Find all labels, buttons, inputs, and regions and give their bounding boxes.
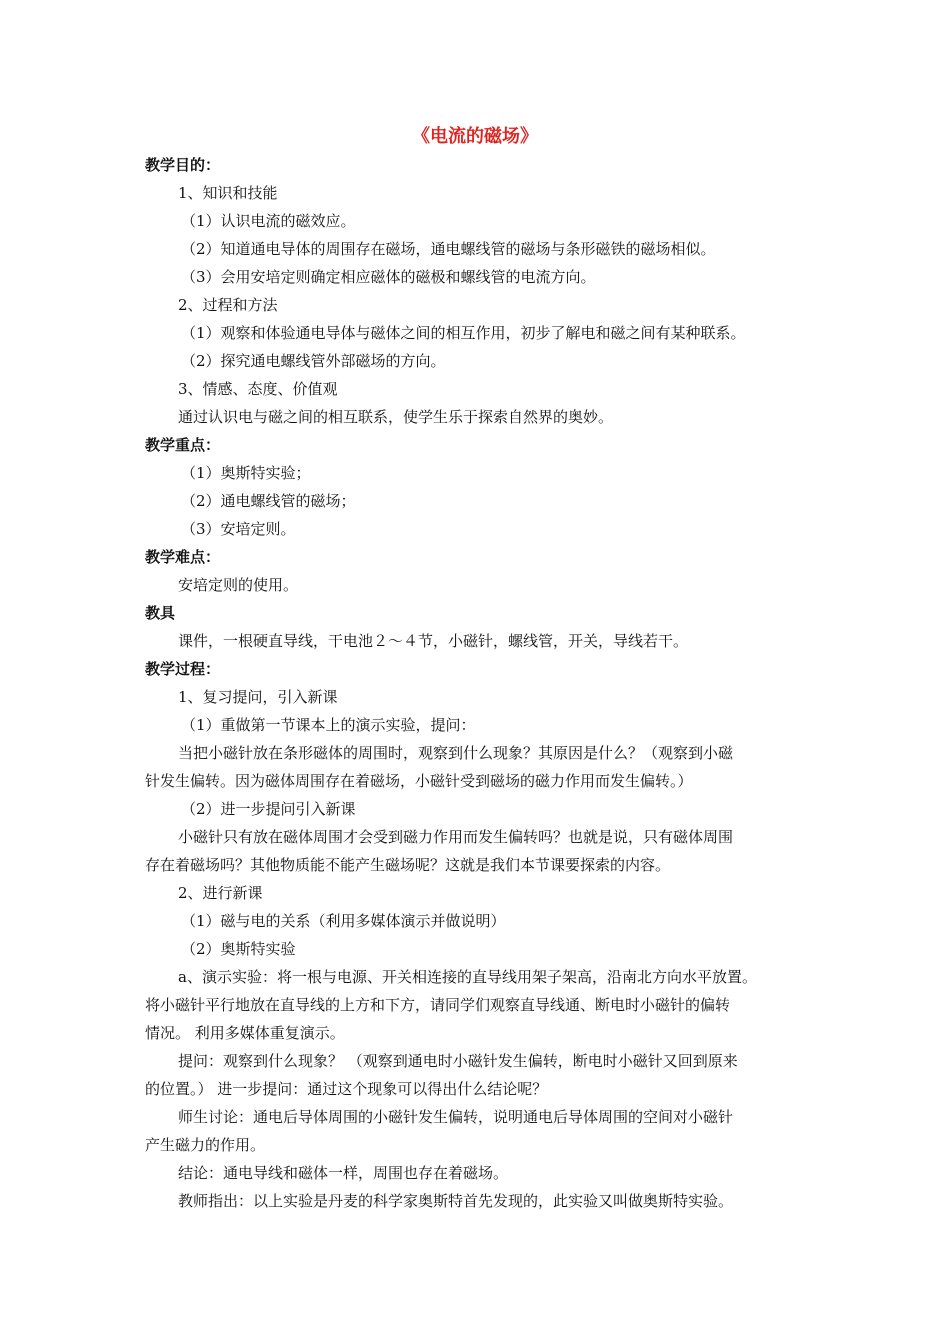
heading-objectives: 教学目的： (145, 156, 221, 174)
paragraph: （1）观察和体验通电导体与磁体之间的相互作用，初步了解电和磁之间有某种联系。 (181, 324, 746, 342)
heading-difficulties: 教学难点： (145, 548, 221, 566)
paragraph: 课件，一根硬直导线，干电池２～４节，小磁针，螺线管，开关，导线若干。 (178, 632, 689, 650)
document-title: 《电流的磁场》 (412, 126, 538, 147)
paragraph: 3、情感、态度、价值观 (178, 380, 338, 398)
heading-key-points: 教学重点： (145, 436, 221, 454)
paragraph: （2）奥斯特实验 (181, 940, 296, 958)
paragraph: 情况。 利用多媒体重复演示。 (145, 1024, 345, 1042)
paragraph: 2、进行新课 (178, 884, 263, 902)
paragraph: 产生磁力的作用。 (145, 1136, 266, 1154)
paragraph: 结论：通电导线和磁体一样，周围也存在着磁场。 (178, 1164, 509, 1182)
paragraph: a、演示实验：将一根与电源、开关相连接的直导线用架子架高，沿南北方向水平放置。 (178, 968, 757, 986)
paragraph: 1、复习提问，引入新课 (178, 688, 338, 706)
paragraph: 通过认识电与磁之间的相互联系，使学生乐于探索自然界的奥妙。 (178, 408, 614, 426)
paragraph: （3）安培定则。 (181, 520, 296, 538)
paragraph: （1）磁与电的关系（利用多媒体演示并做说明） (181, 912, 506, 930)
paragraph: （2）知道通电导体的周围存在磁场，通电螺线管的磁场与条形磁铁的磁场相似。 (181, 240, 716, 258)
paragraph: 小磁针只有放在磁体周围才会受到磁力作用而发生偏转吗？也就是说，只有磁体周围 (178, 828, 734, 846)
paragraph: （2）通电螺线管的磁场； (181, 492, 356, 510)
paragraph: （2）进一步提问引入新课 (181, 800, 356, 818)
paragraph: 的位置。） 进一步提问：通过这个现象可以得出什么结论呢？ (145, 1080, 548, 1098)
paragraph: 1、知识和技能 (178, 184, 278, 202)
paragraph: 存在着磁场吗？其他物质能不能产生磁场呢？这就是我们本节课要探索的内容。 (145, 856, 671, 874)
paragraph: （2）探究通电螺线管外部磁场的方向。 (181, 352, 446, 370)
paragraph: （3）会用安培定则确定相应磁体的磁极和螺线管的电流方向。 (181, 268, 596, 286)
paragraph: 将小磁针平行地放在直导线的上方和下方，请同学们观察直导线通、断电时小磁针的偏转 (145, 996, 731, 1014)
paragraph: 当把小磁针放在条形磁体的周围时，观察到什么现象？其原因是什么？（观察到小磁 (178, 744, 734, 762)
heading-process: 教学过程： (145, 660, 221, 678)
paragraph: 2、过程和方法 (178, 296, 278, 314)
paragraph: （1）重做第一节课本上的演示实验，提问： (181, 716, 476, 734)
paragraph: 提问：观察到什么现象？ （观察到通电时小磁针发生偏转，断电时小磁针又回到原来 (178, 1052, 738, 1070)
paragraph: （1）认识电流的磁效应。 (181, 212, 356, 230)
paragraph: 针发生偏转。因为磁体周围存在着磁场，小磁针受到磁场的磁力作用而发生偏转。） (145, 772, 693, 790)
paragraph: （1）奥斯特实验； (181, 464, 311, 482)
paragraph: 师生讨论：通电后导体周围的小磁针发生偏转，说明通电后导体周围的空间对小磁针 (178, 1108, 734, 1126)
paragraph: 安培定则的使用。 (178, 576, 299, 594)
paragraph: 教师指出：以上实验是丹麦的科学家奥斯特首先发现的，此实验又叫做奥斯特实验。 (178, 1192, 734, 1210)
heading-materials: 教具 (145, 604, 176, 622)
